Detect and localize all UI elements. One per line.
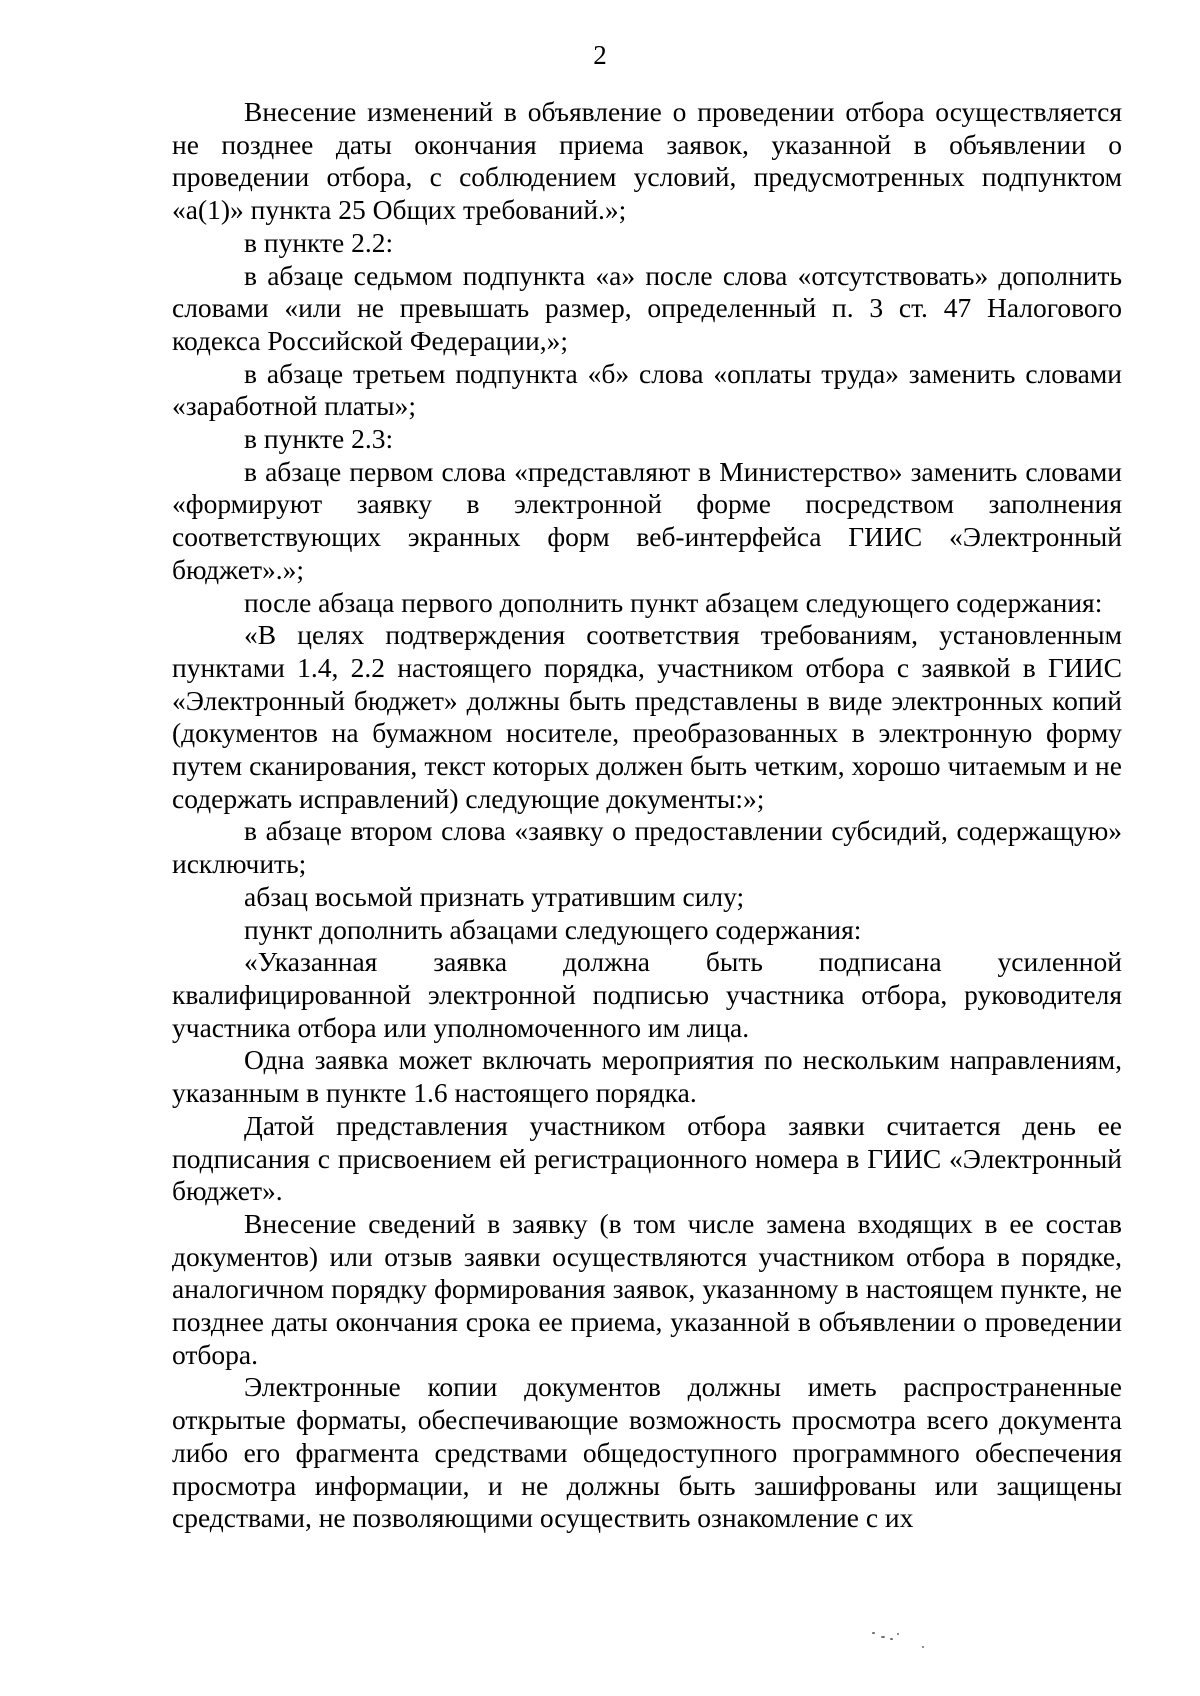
paragraph: Датой представления участником отбора заявки считается день ее подписания с присвоением ей регистрационного номера в ГИИС «Электронный бюджет». xyxy=(172,1109,1122,1207)
paragraph: в абзаце седьмом подпункта «а» после слова «отсутствовать» дополнить словами «или не превышать размер, определенный п. 3 ст. 47 Налогового кодекса Российской Федерации,»; xyxy=(172,259,1122,356)
paragraph: Внесение сведений в заявку (в том числе замена входящих в ее состав документов) или отзыв заявки осуществляются участником отбора в порядке, аналогичном порядку формирования заявок, указанному в настоящем пункте, не позднее даты окончания срока ее приема, указанной в объявлении о проведении отбора. xyxy=(172,1207,1122,1370)
paragraph: в абзаце первом слова «представляют в Министерство» заменить словами «формируют заявку в электронной форме посредством заполнения соответствующих экранных форм веб-интерфейса ГИИС «Электронный бюджет».»; xyxy=(172,455,1122,585)
scan-speck xyxy=(881,1636,885,1638)
scan-speck xyxy=(872,1632,875,1634)
scan-speck xyxy=(890,1638,893,1640)
scan-speck xyxy=(922,1646,924,1648)
paragraph: Одна заявка может включать мероприятия по нескольким направлениям, указанным в пункте 1.6 настоящего порядка. xyxy=(172,1044,1122,1109)
paragraph: пункт дополнить абзацами следующего содержания: xyxy=(244,913,862,945)
page-number: 2 xyxy=(593,40,607,70)
paragraph: в пункте 2.3: xyxy=(244,423,394,455)
paragraph: «Указанная заявка должна быть подписана усиленной квалифицированной электронной подписью участника отбора, руководителя участника отбора или уполномоченного им лица. xyxy=(172,946,1122,1043)
paragraph: в абзаце третьем подпункта «б» слова «оплаты труда» заменить словами «заработной платы»; xyxy=(172,357,1122,422)
paragraph: Электронные копии документов должны иметь распространенные открытые форматы, обеспечивающие возможность просмотра всего документа либо его фрагмента средствами общедоступного программного обеспечения просмотра информации, и не должны быть зашифрованы или защищены средствами, не позволяющими осуществить ознакомление с их xyxy=(172,1371,1122,1534)
paragraph: абзац восьмой признать утратившим силу; xyxy=(244,880,745,912)
paragraph: Внесение изменений в объявление о проведении отбора осуществляется не позднее даты окончания приема заявок, указанной в объявлении о проведении отбора, с соблюдением условий, предусмотренных подпунктом «а(1)» пункта 25 Общих требований.»; xyxy=(172,96,1122,226)
scan-speck xyxy=(897,1633,899,1635)
paragraph: «В целях подтверждения соответствия требованиям, установленным пунктами 1.4, 2.2 настоящего порядка, участником отбора с заявкой в ГИИС «Электронный бюджет» должны быть представлены в виде электронных копий (документов на бумажном носителе, преобразованных в электронную форму путем сканирования, текст которых должен быть четким, хорошо читаемым и не содержать исправлений) следующие документы:»; xyxy=(172,619,1122,814)
paragraph: после абзаца первого дополнить пункт абзацем следующего содержания: xyxy=(244,586,1103,618)
paragraph: в абзаце втором слова «заявку о предоставлении субсидий, содержащую» исключить; xyxy=(172,815,1122,880)
paragraph: в пункте 2.2: xyxy=(244,226,394,258)
document-body xyxy=(172,96,1122,1535)
